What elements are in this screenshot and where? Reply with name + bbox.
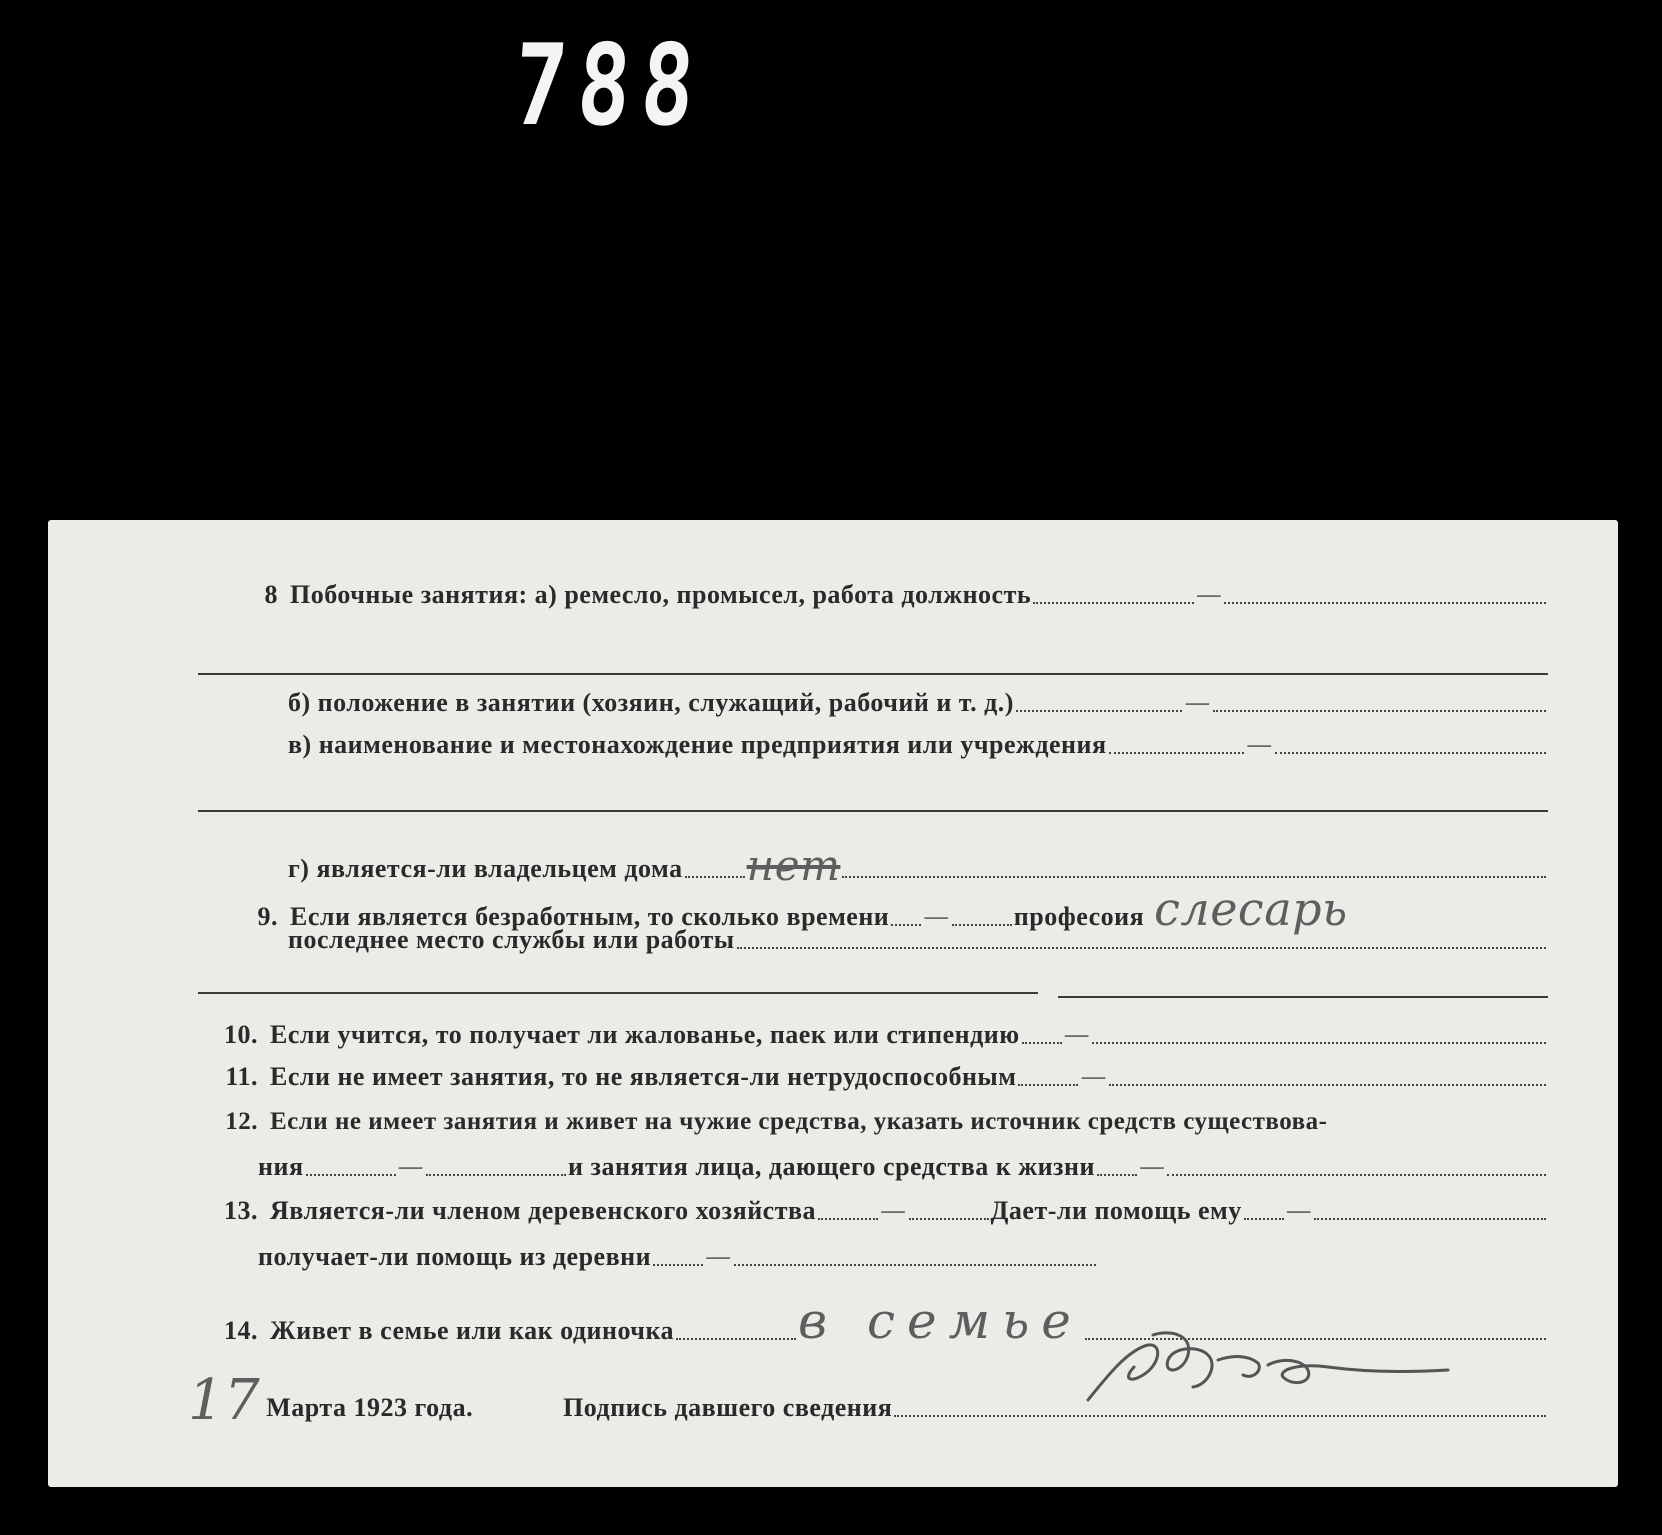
q13-label-line2: получает-ли помощь из деревни (258, 1242, 652, 1271)
q10-label: Если учится, то получает ли жалованье, паек или стипендию (270, 1020, 1020, 1049)
footer-day-handwritten: 17 (188, 1368, 261, 1433)
q9-number: 9. (257, 902, 278, 931)
census-card (48, 520, 1618, 1487)
q8g-row (288, 835, 1548, 890)
q14-handwritten-value: в семье (798, 1292, 1083, 1350)
q10-row (198, 1020, 1548, 1050)
q11-row (198, 1062, 1548, 1092)
q8-number: 8 (264, 580, 278, 609)
q8a-value: — (1195, 580, 1223, 610)
q8b-value: — (1184, 688, 1211, 718)
q10-value: — (1063, 1020, 1091, 1050)
q8b-row (288, 688, 1548, 718)
q13-label: Является-ли членом деревенского хозяйства (270, 1196, 817, 1225)
q10-number: 10. (224, 1020, 258, 1049)
q8g-label: г) является-ли владельцем дома (288, 854, 683, 883)
q13-value3: — (705, 1242, 732, 1272)
q13-value1: — (880, 1196, 907, 1226)
q11-value: — (1080, 1062, 1107, 1092)
q9-profession-handwritten-value: слесарь (1154, 882, 1348, 936)
q12-row (198, 1108, 1558, 1136)
q8b-label: б) положение в занятии (хозяин, служащий, рабочий и т. д.) (288, 688, 1014, 717)
q12-line2-row (258, 1152, 1548, 1182)
q12-value1: — (397, 1152, 425, 1182)
q8v-continuation-line (198, 810, 1548, 812)
q11-number: 11. (225, 1062, 258, 1091)
q8a-row (218, 580, 1548, 610)
q12-number: 12. (225, 1108, 258, 1135)
q14-label: Живет в семье или как одиночка (270, 1316, 675, 1345)
q8v-row (288, 730, 1548, 760)
q9-last-place-label: последнее место службы или работы (288, 925, 735, 954)
q8a-label: Побочные занятия: а) ремесло, промысел, работа должность (290, 580, 1032, 609)
q8a-continuation-line (198, 673, 1548, 675)
q13-line2-row (258, 1242, 1098, 1272)
q9-profession-label: професоия (1013, 902, 1145, 931)
q11-label: Если не имеет занятия, то не является-ли нетрудоспособным (270, 1062, 1017, 1091)
frame-number: 788 (509, 21, 710, 151)
q9-row (218, 878, 1548, 936)
q8v-label: в) наименование и местонахождение предприятия или учреждения (288, 730, 1107, 759)
handwritten-signature (1068, 1315, 1488, 1425)
q12-value2: — (1138, 1152, 1166, 1182)
q9-label: Если является безработным, то сколько времени (290, 902, 890, 931)
footer-signature-label: Подпись давшего сведения (563, 1393, 893, 1422)
q9-continuation-line-right (1058, 996, 1548, 998)
q8g-handwritten-value: нет (746, 841, 841, 890)
q13-value2: — (1285, 1196, 1313, 1226)
q13-number: 13. (224, 1196, 258, 1225)
q9-last-place-row (288, 925, 1548, 955)
q9-continuation-line-left (198, 992, 1038, 994)
footer-month-year: Марта 1923 года. (266, 1393, 474, 1422)
q12-label-line2-start: ния (258, 1152, 304, 1181)
q8v-value: — (1246, 730, 1273, 760)
q12-label-line1: Если не имеет занятия и живет на чужие средства, указать источник средств существова- (270, 1108, 1328, 1135)
q13-label-mid: Дает-ли помощь ему (990, 1196, 1242, 1225)
q12-label-line2-mid: и занятия лица, дающего средства к жизни (568, 1152, 1095, 1181)
q14-number: 14. (224, 1316, 258, 1345)
q13-row (198, 1196, 1548, 1226)
q9-duration-value: — (923, 902, 950, 932)
q8a-dots (1033, 602, 1194, 604)
